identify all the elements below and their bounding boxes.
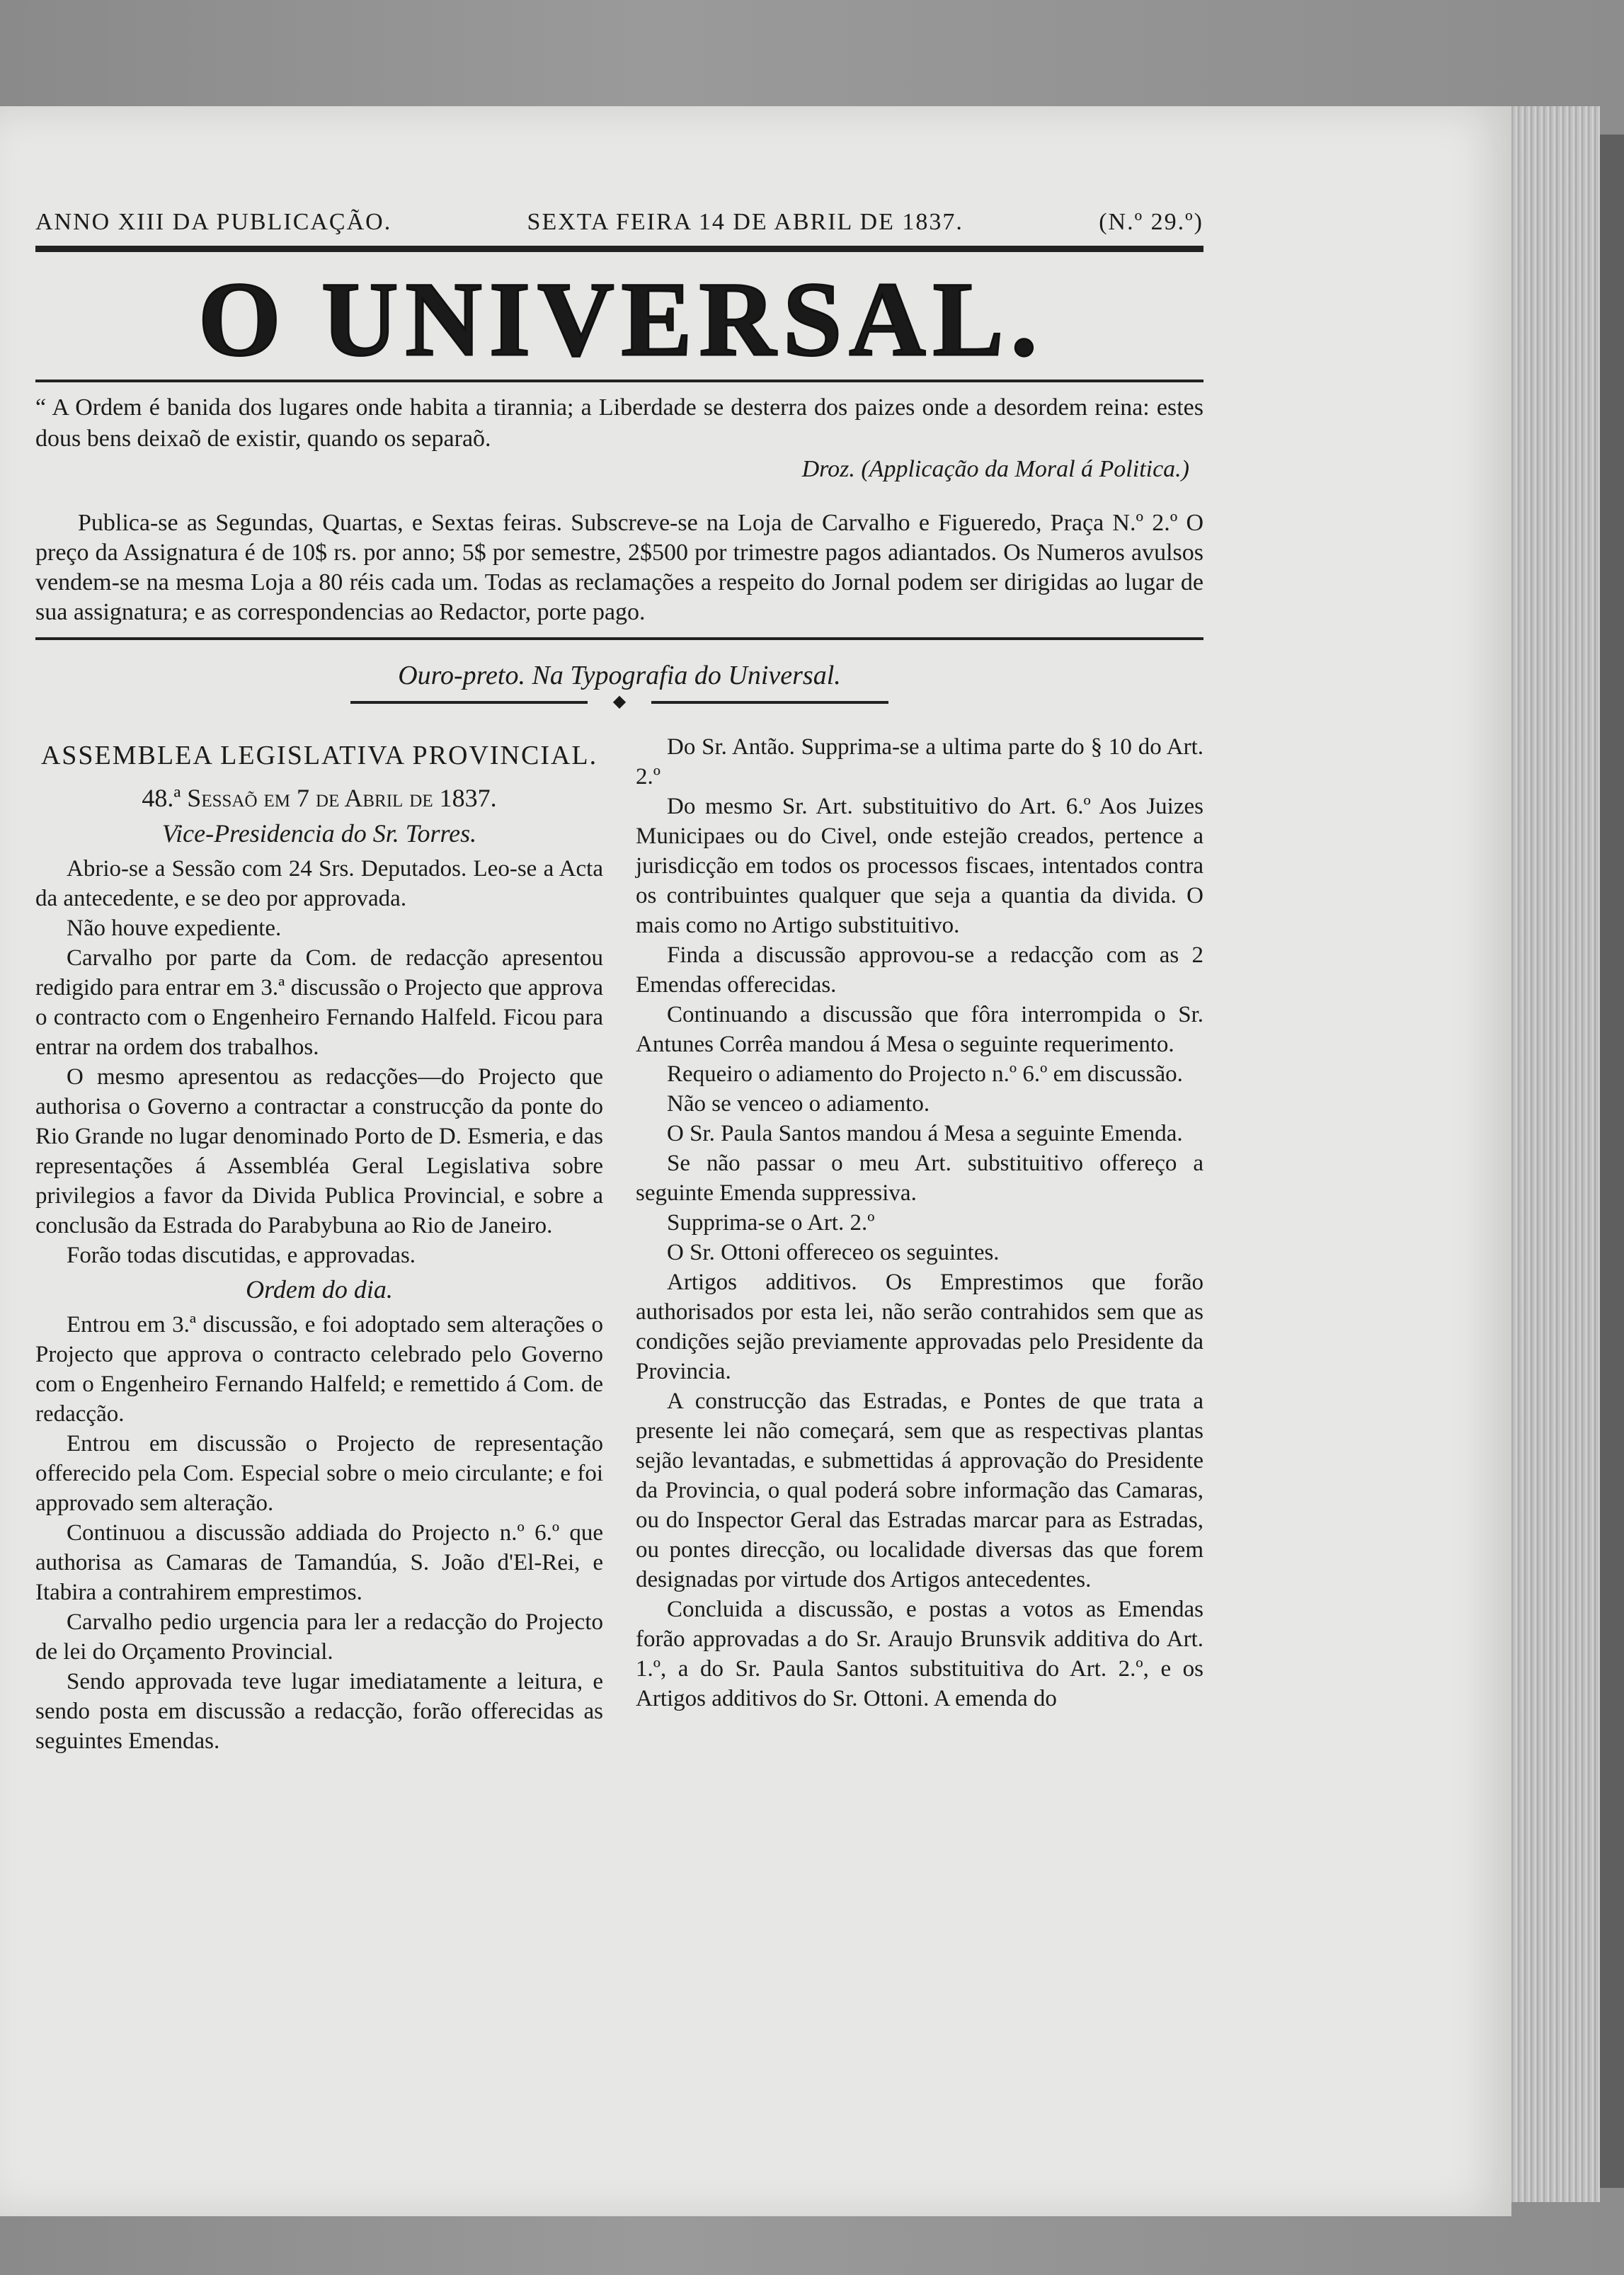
notice-rule: [35, 637, 1203, 640]
masthead: [35, 209, 1203, 236]
right-column: [636, 732, 1203, 1756]
epigraph-source: Droz. (Applicação da Moral á Politica.): [801, 456, 1189, 482]
section-heading: ASSEMBLEA LEGISLATIVA PROVINCIAL.: [40, 741, 598, 770]
ornament-icon: ◆: [588, 694, 651, 709]
title-rule: [35, 380, 1203, 382]
column-paragraph: Do Sr. Antão. Supprima-se a ultima parte do § 10 do Art. 2.º: [636, 734, 1203, 789]
column-paragraph: O Sr. Ottoni offereceo os seguintes.: [667, 1240, 1000, 1265]
column-paragraph: Do mesmo Sr. Art. substituitivo do Art. 6.º Aos Juizes Municipaes ou do Civel, onde estejão creados, pertence a jurisdicção em todos os processos fiscaes, intentados contra os contribuintes qualquer que seja a quantia da divida. O mais como no Artigo substituitivo.: [636, 794, 1203, 938]
column-paragraph: Artigos additivos. Os Emprestimos que forão authorisados por esta lei, não serão contrahidos sem que as condições sejão previamente approvadas pelo Presidente da Provincia.: [636, 1270, 1203, 1384]
column-paragraph: Entrou em 3.ª discussão, e foi adoptado sem alterações o Projecto que approva o contracto celebrado pelo Governo com o Engenheiro Fernando Halfeld; e remettido á Com. de redacção.: [35, 1312, 603, 1427]
column-paragraph: Se não passar o meu Art. substituitivo offereço a seguinte Emenda suppressiva.: [636, 1151, 1203, 1206]
column-paragraph: Carvalho por parte da Com. de redacção apresentou redigido para entrar em 3.ª discussão o Projecto que approva o contracto com o Engenheiro Fernando Halfeld. Ficou para entrar na ordem dos trabalhos.: [35, 945, 603, 1060]
column-paragraph: Finda a discussão approvou-se a redacção com as 2 Emendas offerecidas.: [636, 942, 1203, 998]
ornament-divider: [350, 692, 888, 711]
book-page-edges: [1508, 106, 1600, 2202]
newspaper-title: O UNIVERSAL.: [198, 261, 1045, 378]
session-line: 48.ª Sessaõ em 7 de Abril de 1837.: [142, 784, 497, 812]
issue-number: (N.º 29.º): [1099, 209, 1203, 235]
imprint-line: Ouro-preto. Na Typografia do Universal.: [398, 661, 841, 690]
article-columns: [35, 732, 1203, 1756]
column-paragraph: Forão todas discutidas, e approvadas.: [67, 1243, 416, 1268]
column-subheading: Ordem do dia.: [246, 1275, 393, 1304]
presidency-line: Vice-Presidencia do Sr. Torres.: [161, 819, 477, 848]
column-paragraph: Abrio-se a Sessão com 24 Srs. Deputados. Leo-se a Acta da antecedente, e se deo por approvada.: [35, 856, 603, 911]
column-paragraph: O mesmo apresentou as redacções—do Projecto que authorisa o Governo a contractar a construcção da ponte do Rio Grande no lugar denominado Porto de D. Esmeria, e das representações á Assembléa Geral Legislativa sobre privilegios a favor da Divida Publica Provincial, e sobre a conclusão da Estrada do Parabybuna ao Rio de Janeiro.: [35, 1064, 603, 1238]
column-paragraph: Requeiro o adiamento do Projecto n.º 6.º em discussão.: [667, 1061, 1183, 1087]
column-paragraph: A construcção das Estradas, e Pontes de que trata a presente lei não começará, sem que as respectivas plantas sejão levantadas, e submettidas á approvação do Presidente da Provincia, o qual poderá sobre informação das Camaras, ou do Inspector Geral das Estradas marcar para as Estradas, ou pontes direcção, ou localidade diversas das que forem designadas por virtude dos Artigos antecedentes.: [636, 1389, 1203, 1592]
column-paragraph: Concluida a discussão, e postas a votos as Emendas forão approvadas a do Sr. Araujo Brunsvik additiva do Art. 1.º, a do Sr. Paula Santos substituitiva do Art. 2.º, e os Artigos additivos do Sr. Ottoni. A emenda do: [636, 1597, 1203, 1711]
column-paragraph: Continuando a discussão que fôra interrompida o Sr. Antunes Corrêa mandou á Mesa o seguinte requerimento.: [636, 1002, 1203, 1057]
column-paragraph: Não houve expediente.: [67, 916, 282, 941]
newspaper-content: [35, 209, 1203, 1756]
column-paragraph: Sendo approvada teve lugar imediatamente a leitura, e sendo posta em discussão a redacção, forão offerecidas as seguintes Emendas.: [35, 1669, 603, 1754]
issue-date: SEXTA FEIRA 14 DE ABRIL DE 1837.: [527, 209, 963, 235]
column-paragraph: Entrou em discussão o Projecto de representação offerecido pela Com. Especial sobre o meio circulante; e foi approvado sem alteração.: [35, 1431, 603, 1516]
column-paragraph: Supprima-se o Art. 2.º: [667, 1210, 875, 1236]
subscription-notice: Publica-se as Segundas, Quartas, e Sextas feiras. Subscreve-se na Loja de Carvalho e Figueredo, Praça N.º 2.º O preço da Assignatura é de 10$ rs. por anno; 5$ por semestre, 2$500 por trimestre pagos adiantados. Os Numeros avulsos vendem-se na mesma Loja a 80 réis cada um. Todas as reclamações a respeito do Jornal podem ser dirigidas ao lugar de sua assignatura; e as correspondencias ao Redactor, porte pago.: [35, 510, 1203, 625]
column-paragraph: Carvalho pedio urgencia para ler a redacção do Projecto de lei do Orçamento Provincial.: [35, 1609, 603, 1665]
epigraph: “ A Ordem é banida dos lugares onde habita a tirannia; a Liberdade se desterra dos paizes onde a desordem reina: estes dous bens deixaõ de existir, quando os separaõ.: [35, 394, 1203, 452]
column-paragraph: O Sr. Paula Santos mandou á Mesa a seguinte Emenda.: [667, 1121, 1183, 1146]
masthead-rule: [35, 246, 1203, 252]
publication-year: ANNO XIII DA PUBLICAÇÃO.: [35, 209, 392, 235]
column-paragraph: Continuou a discussão addiada do Projecto n.º 6.º que authorisa as Camaras de Tamandúa, S. João d'El-Rei, e Itabira a contrahirem emprestimos.: [35, 1520, 603, 1605]
left-column: [35, 732, 603, 1756]
column-paragraph: Não se venceo o adiamento.: [667, 1091, 930, 1117]
